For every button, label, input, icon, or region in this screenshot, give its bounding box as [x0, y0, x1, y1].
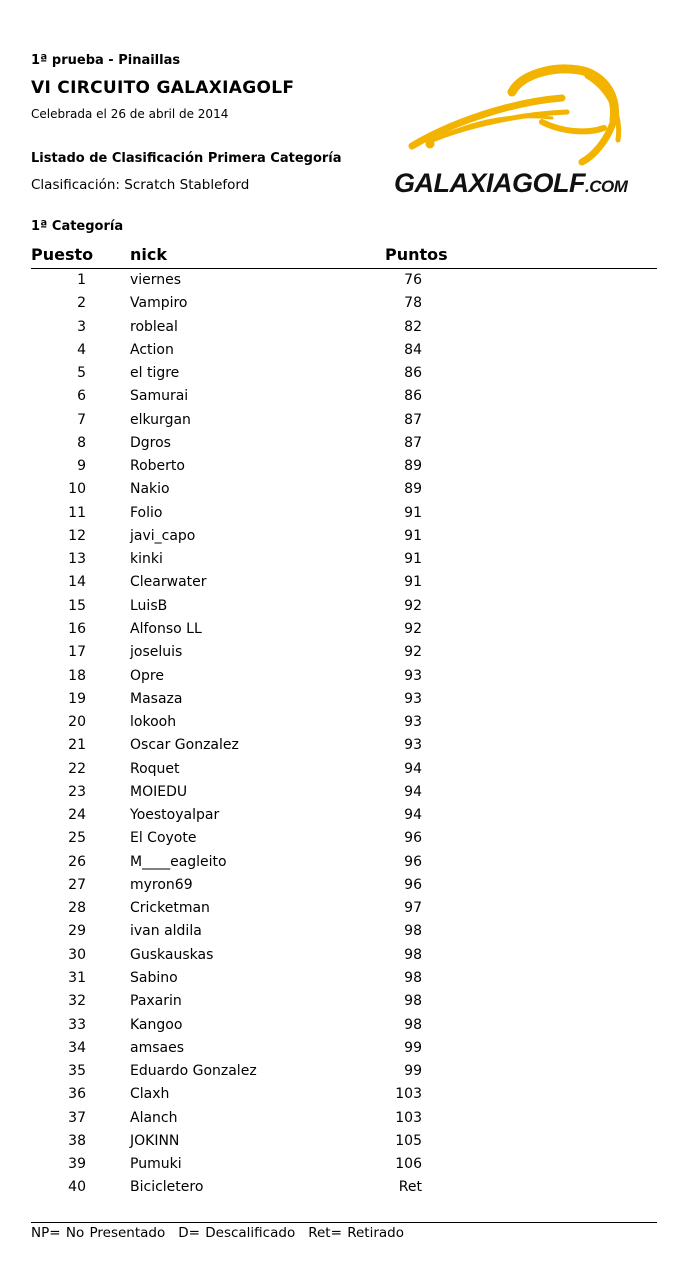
position-cell: 30 [68, 946, 86, 963]
position-cell: 40 [68, 1179, 86, 1196]
nick-cell: joseluis [130, 644, 183, 661]
points-cell: 98 [404, 923, 422, 940]
points-cell: 99 [404, 1039, 422, 1056]
table-row [0, 387, 689, 410]
nick-cell: Action [130, 341, 174, 358]
table-row [0, 1155, 689, 1178]
nick-cell: MOIEDU [130, 783, 188, 800]
table-row [0, 1016, 689, 1039]
position-cell: 31 [68, 969, 86, 986]
points-cell: 92 [404, 620, 422, 637]
nick-cell: Sabino [130, 969, 178, 986]
nick-cell: Roquet [130, 760, 180, 777]
table-row [0, 643, 689, 666]
position-cell: 25 [68, 830, 86, 847]
points-cell: 96 [404, 853, 422, 870]
position-cell: 2 [77, 295, 86, 312]
list-title: Listado de Clasificación Primera Categoría [31, 151, 342, 166]
nick-cell: Bicicletero [130, 1179, 204, 1196]
position-cell: 5 [77, 365, 86, 382]
nick-cell: Alfonso LL [130, 620, 202, 637]
logo-text: GALAXIAGOLF.COM [394, 168, 628, 198]
nick-cell: Masaza [130, 690, 183, 707]
position-cell: 35 [68, 1063, 86, 1080]
table-row [0, 969, 689, 992]
position-cell: 27 [68, 876, 86, 893]
position-cell: 13 [68, 551, 86, 568]
table-row [0, 876, 689, 899]
points-cell: 78 [404, 295, 422, 312]
position-cell: 24 [68, 807, 86, 824]
points-cell: 91 [404, 527, 422, 544]
nick-cell: kinki [130, 551, 163, 568]
points-cell: 96 [404, 830, 422, 847]
position-cell: 14 [68, 574, 86, 591]
table-row [0, 504, 689, 527]
nick-cell: Oscar Gonzalez [130, 737, 239, 754]
position-cell: 4 [77, 341, 86, 358]
table-row [0, 1132, 689, 1155]
category-label: 1ª Categoría [31, 219, 124, 234]
table-row [0, 1039, 689, 1062]
position-cell: 6 [77, 388, 86, 405]
points-cell: 94 [404, 760, 422, 777]
table-row [0, 457, 689, 480]
nick-cell: Guskauskas [130, 946, 214, 963]
points-cell: 98 [404, 969, 422, 986]
nick-cell: El Coyote [130, 830, 197, 847]
nick-cell: el tigre [130, 365, 180, 382]
position-cell: 20 [68, 714, 86, 731]
legend [31, 1225, 417, 1241]
position-cell: 38 [68, 1132, 86, 1149]
points-cell: 92 [404, 644, 422, 661]
golfer-swoosh-icon [412, 69, 619, 162]
points-cell: 84 [404, 341, 422, 358]
nick-cell: Folio [130, 504, 163, 521]
points-cell: 87 [404, 434, 422, 451]
position-cell: 10 [68, 481, 86, 498]
points-cell: 91 [404, 504, 422, 521]
classification-type: Clasificación: Scratch Stableford [31, 177, 250, 193]
table-row [0, 806, 689, 829]
table-row [0, 318, 689, 341]
table-row [0, 597, 689, 620]
table-row [0, 1062, 689, 1085]
points-cell: 94 [404, 783, 422, 800]
nick-cell: Paxarin [130, 993, 182, 1010]
points-cell: Ret [398, 1179, 422, 1196]
page-title: VI CIRCUITO GALAXIAGOLF [31, 78, 295, 98]
nick-cell: Pumuki [130, 1156, 182, 1173]
nick-cell: amsaes [130, 1039, 184, 1056]
table-row [0, 550, 689, 573]
position-cell: 12 [68, 527, 86, 544]
nick-cell: myron69 [130, 876, 193, 893]
points-cell: 103 [395, 1086, 422, 1103]
nick-cell: Kangoo [130, 1016, 183, 1033]
event-subtitle: 1ª prueba - Pinaillas [31, 53, 181, 68]
nick-cell: Yoestoyalpar [130, 807, 220, 824]
points-cell: 91 [404, 574, 422, 591]
table-row [0, 271, 689, 294]
points-cell: 106 [395, 1156, 422, 1173]
position-cell: 32 [68, 993, 86, 1010]
table-row [0, 736, 689, 759]
points-cell: 87 [404, 411, 422, 428]
points-cell: 86 [404, 365, 422, 382]
position-cell: 19 [68, 690, 86, 707]
nick-cell: ivan aldila [130, 923, 202, 940]
points-cell: 89 [404, 481, 422, 498]
points-cell: 98 [404, 946, 422, 963]
position-cell: 9 [77, 458, 86, 475]
table-row [0, 783, 689, 806]
points-cell: 97 [404, 900, 422, 917]
position-cell: 1 [77, 272, 86, 288]
position-cell: 29 [68, 923, 86, 940]
column-header-puntos: Puntos [385, 245, 448, 264]
column-header-puesto: Puesto [31, 245, 94, 264]
header-divider [31, 268, 657, 269]
table-row [0, 667, 689, 690]
nick-cell: javi_capo [130, 527, 196, 544]
points-cell: 98 [404, 993, 422, 1010]
points-cell: 91 [404, 551, 422, 568]
position-cell: 11 [68, 504, 86, 521]
nick-cell: LuisB [130, 597, 168, 614]
nick-cell: M____eagleito [130, 853, 227, 870]
position-cell: 22 [68, 760, 86, 777]
nick-cell: Eduardo Gonzalez [130, 1063, 257, 1080]
table-row [0, 992, 689, 1015]
points-cell: 93 [404, 690, 422, 707]
points-cell: 99 [404, 1063, 422, 1080]
table-row [0, 1085, 689, 1108]
nick-cell: Cricketman [130, 900, 210, 917]
position-cell: 21 [68, 737, 86, 754]
table-row [0, 1178, 689, 1201]
table-row [0, 434, 689, 457]
points-cell: 93 [404, 737, 422, 754]
nick-cell: Claxh [130, 1086, 170, 1103]
table-row [0, 922, 689, 945]
position-cell: 16 [68, 620, 86, 637]
points-cell: 105 [395, 1132, 422, 1149]
position-cell: 28 [68, 900, 86, 917]
results-table [0, 271, 689, 1202]
table-row [0, 829, 689, 852]
table-row [0, 620, 689, 643]
nick-cell: viernes [130, 272, 182, 288]
table-row [0, 573, 689, 596]
position-cell: 15 [68, 597, 86, 614]
position-cell: 39 [68, 1156, 86, 1173]
table-row [0, 1109, 689, 1132]
table-row [0, 341, 689, 364]
position-cell: 17 [68, 644, 86, 661]
nick-cell: elkurgan [130, 411, 191, 428]
table-row [0, 294, 689, 317]
points-cell: 96 [404, 876, 422, 893]
points-cell: 98 [404, 1016, 422, 1033]
points-cell: 89 [404, 458, 422, 475]
nick-cell: Roberto [130, 458, 185, 475]
table-row [0, 480, 689, 503]
table-row [0, 946, 689, 969]
points-cell: 93 [404, 714, 422, 731]
nick-cell: lokooh [130, 714, 177, 731]
legend-d: D= Descalificado [178, 1225, 296, 1241]
galaxiagolf-logo [392, 62, 660, 212]
position-cell: 34 [68, 1039, 86, 1056]
position-cell: 3 [77, 318, 86, 335]
event-date: Celebrada el 26 de abril de 2014 [31, 107, 229, 121]
points-cell: 86 [404, 388, 422, 405]
points-cell: 76 [404, 272, 422, 288]
position-cell: 23 [68, 783, 86, 800]
table-row [0, 364, 689, 387]
position-cell: 36 [68, 1086, 86, 1103]
table-row [0, 899, 689, 922]
nick-cell: Alanch [130, 1109, 178, 1126]
points-cell: 93 [404, 667, 422, 684]
footer-divider [31, 1222, 657, 1223]
table-row [0, 690, 689, 713]
legend-np: NP= No Presentado [31, 1225, 166, 1241]
table-row [0, 527, 689, 550]
position-cell: 37 [68, 1109, 86, 1126]
nick-cell: Vampiro [130, 295, 188, 312]
table-row [0, 760, 689, 783]
position-cell: 7 [77, 411, 86, 428]
table-row [0, 713, 689, 736]
points-cell: 103 [395, 1109, 422, 1126]
legend-ret: Ret= Retirado [308, 1225, 404, 1241]
points-cell: 94 [404, 807, 422, 824]
table-row [0, 853, 689, 876]
nick-cell: Dgros [130, 434, 171, 451]
position-cell: 26 [68, 853, 86, 870]
nick-cell: Samurai [130, 388, 189, 405]
nick-cell: Nakio [130, 481, 170, 498]
position-cell: 33 [68, 1016, 86, 1033]
nick-cell: Clearwater [130, 574, 207, 591]
position-cell: 18 [68, 667, 86, 684]
position-cell: 8 [77, 434, 86, 451]
column-header-nick: nick [130, 245, 167, 264]
points-cell: 82 [404, 318, 422, 335]
nick-cell: Opre [130, 667, 164, 684]
table-row [0, 411, 689, 434]
nick-cell: JOKINN [130, 1132, 180, 1149]
nick-cell: robleal [130, 318, 178, 335]
points-cell: 92 [404, 597, 422, 614]
